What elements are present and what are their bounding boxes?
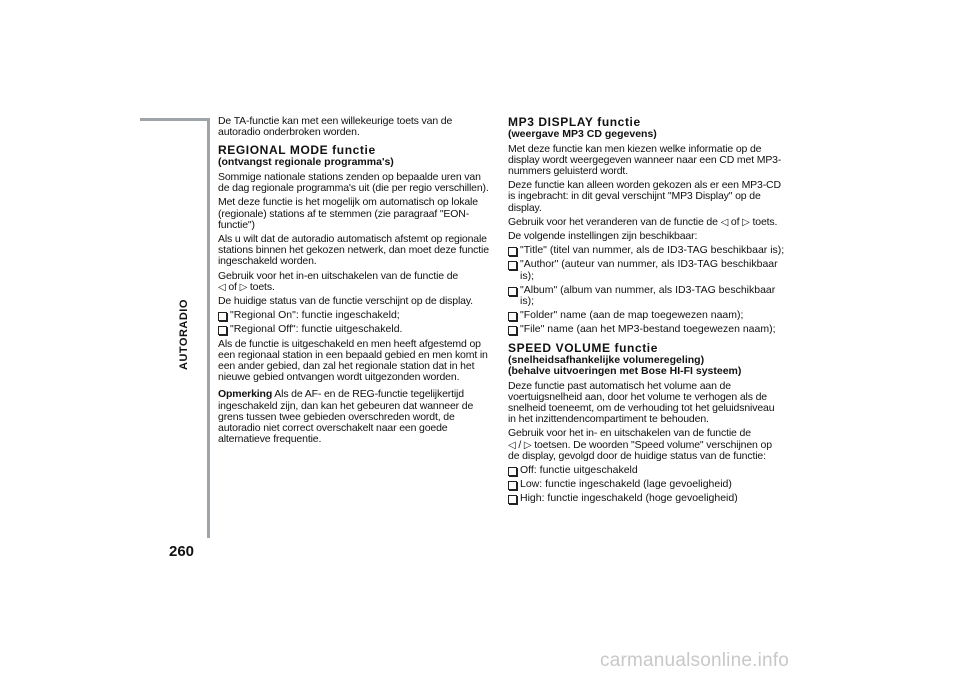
left-triangle-icon: ◁ <box>720 216 729 228</box>
paragraph: Gebruik voor het in-en uitschakelen van de functie de ◁ of ▷ toets. <box>218 269 459 293</box>
list-item: "Title" (titel van nummer, als de ID3-TAG beschikbaar is); <box>508 245 785 256</box>
paragraph: Met deze functie kan men kiezen welke informatie op de display wordt weergegeven wanneer naar een CD met MP3-nummers geluisterd wordt. <box>508 142 782 177</box>
paragraph: De TA-functie kan met een willekeurige toets van de autoradio onderbroken worden. <box>218 115 453 139</box>
checkbox-bullet-icon <box>218 326 227 335</box>
checkbox-bullet-icon <box>508 312 517 321</box>
paragraph: Met deze functie is het mogelijk om automatisch op lokale (regionale) stations af te stemmen (zie paragraaf "EON-functie") <box>218 196 478 231</box>
checkbox-bullet-icon <box>508 495 517 504</box>
checkbox-bullet-icon <box>508 467 517 476</box>
list-item: "Regional On": functie ingeschakeld; <box>218 310 494 321</box>
checkbox-bullet-icon <box>508 247 517 256</box>
paragraph: Deze functie past automatisch het volume aan de voertuigsnelheid aan, door het volume te verhogen als de snelheid toeneemt, om de verhouding tot het geluidsniveau in het inzittendencompartiment te behouden. <box>508 379 775 426</box>
page-number: 260 <box>169 543 195 560</box>
watermark: carmanualsonline.info <box>600 650 790 671</box>
note-label: Opmerking <box>218 388 273 401</box>
note: Opmerking Als de AF- en de REG-functie tegelijkertijd ingeschakeld zijn, dan kan het gebeuren dat wanneer de grens tussen twee gebieden overschreden wordt, de autoradio niet correct overschakelt naar een goede alternatieve frequentie. <box>218 388 474 446</box>
paragraph: Als de functie is uitgeschakeld en men heeft afgestemd op een regionaal station in een bepaald gebied en men komt in een ander gebied, dan zal het regionale station dat in het nieuwe gebied ontvangen wordt uitgezonden worden. <box>218 337 488 384</box>
sidebar-rule <box>207 118 210 538</box>
right-column <box>508 116 785 508</box>
list-item: "File" name (aan het MP3-bestand toegewezen naam); <box>508 324 785 335</box>
section-subheading: (weergave MP3 CD gegevens) <box>508 128 657 140</box>
sidebar-rule-top <box>140 118 210 121</box>
section-heading: MP3 DISPLAY functie <box>508 115 641 129</box>
paragraph: Gebruik voor het in- en uitschakelen van de functie de ◁ / ▷ toetsen. De woorden "Speed volume" verschijnen op de display, gevolgd door de huidige status van de functie: <box>508 427 772 462</box>
right-triangle-icon: ▷ <box>523 439 532 451</box>
paragraph: Gebruik voor het veranderen van de functie de ◁ of ▷ toets. <box>508 215 778 228</box>
list-item: Low: functie ingeschakeld (lage gevoeligheid) <box>508 479 785 490</box>
left-triangle-icon: ◁ <box>508 439 516 451</box>
left-column <box>218 116 494 448</box>
paragraph: Sommige nationale stations zenden op bepaalde uren van de dag regionale programma's uit (die per regio verschillen). <box>218 170 489 195</box>
section-subheading: (snelheidsafhankelijke volumeregeling) <box>508 353 705 366</box>
section-subheading: (behalve uitvoeringen met Bose HI-FI systeem) <box>508 365 742 378</box>
paragraph: Als u wilt dat de autoradio automatisch afstemt op regionale stations binnen het gekozen netwerk, dan moet deze functie ingeschakeld worden. <box>218 232 489 268</box>
list-item: "Folder" name (aan de map toegewezen naam); <box>508 310 785 321</box>
checkbox-bullet-icon <box>508 326 517 335</box>
right-triangle-icon: ▷ <box>742 216 750 228</box>
section-heading: SPEED VOLUME functie <box>508 340 659 355</box>
list-item: "Author" (auteur van nummer, als ID3-TAG beschikbaar is); <box>508 259 785 281</box>
paragraph: De volgende instellingen zijn beschikbaar: <box>508 229 698 242</box>
paragraph: De huidige status van de functie verschijnt op de display. <box>218 294 473 307</box>
checkbox-bullet-icon <box>508 287 517 296</box>
right-triangle-icon: ▷ <box>239 281 248 293</box>
section-heading: REGIONAL MODE functie <box>218 143 376 158</box>
left-triangle-icon: ◁ <box>218 281 226 293</box>
checkbox-bullet-icon <box>508 261 517 270</box>
side-section-label: AUTORADIO <box>178 299 190 370</box>
section-subheading: (ontvangst regionale programma's) <box>218 156 394 169</box>
paragraph: Deze functie kan alleen worden gekozen als er een MP3-CD is ingebracht: in dit geval verschijnt "MP3 Display" op de display. <box>508 179 781 214</box>
list-item: "Album" (album van nummer, als ID3-TAG beschikbaar is); <box>508 285 785 307</box>
checkbox-bullet-icon <box>218 312 227 321</box>
list-item: High: functie ingeschakeld (hoge gevoeligheid) <box>508 493 785 504</box>
list-item: Off: functie uitgeschakeld <box>508 465 785 476</box>
checkbox-bullet-icon <box>508 481 517 490</box>
list-item: "Regional Off": functie uitgeschakeld. <box>218 324 494 335</box>
